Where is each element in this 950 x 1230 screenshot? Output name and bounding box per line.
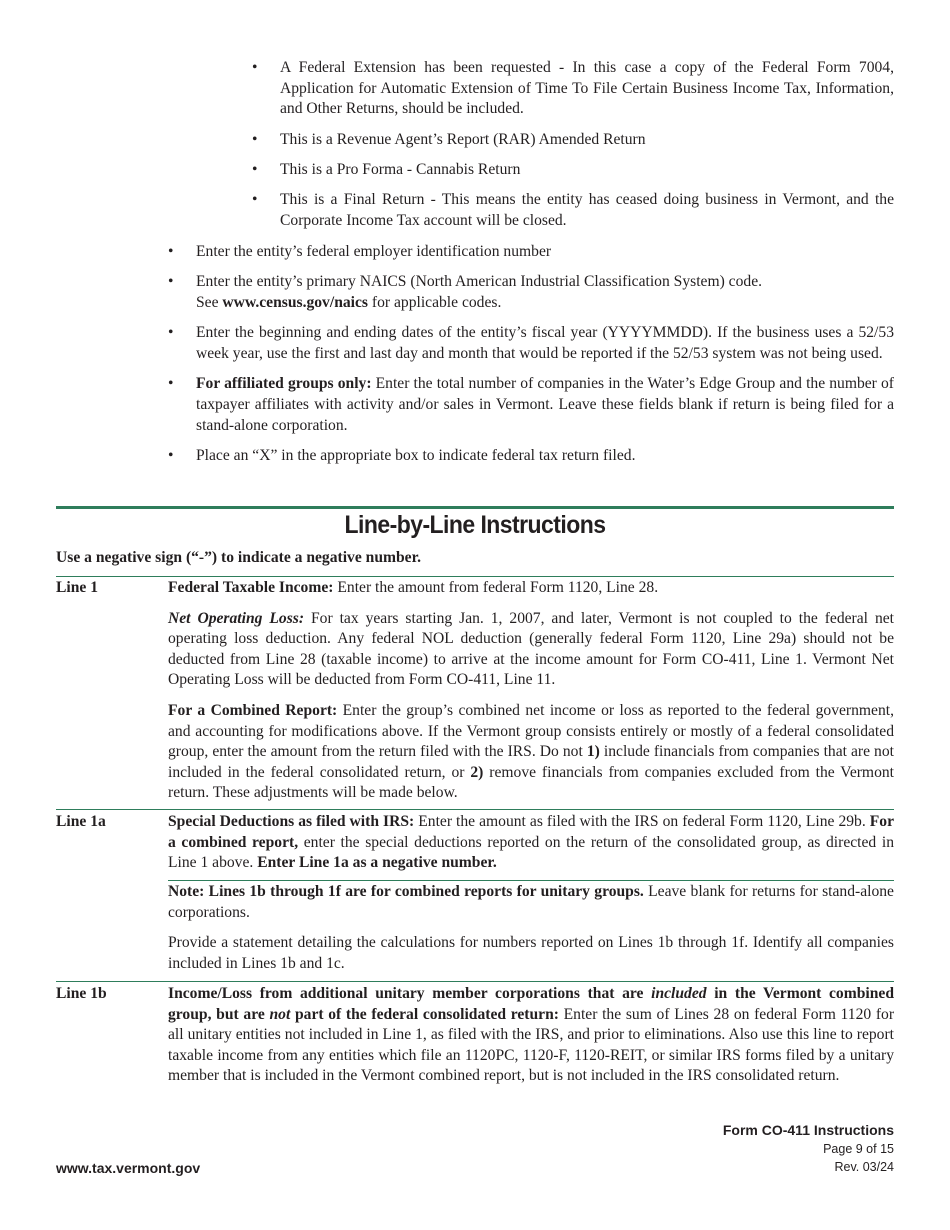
bullet-icon: • bbox=[168, 273, 174, 291]
paragraph: Note: Lines 1b through 1f are for combined reports for unitary groups. Leave blank for returns for stand-alone corporations. bbox=[168, 883, 894, 921]
line-label-1: Line 1 bbox=[56, 579, 99, 596]
list-item: • Place an “X” in the appropriate box to indicate federal tax return filed. bbox=[168, 446, 894, 467]
entity-info-bullet-list bbox=[168, 242, 894, 476]
list-item: • This is a Final Return - This means the entity has ceased doing business in Vermont, and the Corporate Income Tax account will be closed. bbox=[252, 191, 894, 229]
bullet-icon: • bbox=[252, 130, 258, 148]
paragraph: Income/Loss from additional unitary member corporations that are included in the Vermont combined group, but are not part of the federal consolidated return: Enter the sum of Lines 28 on federal Form 1120 for all unitary entities not included in Line 1, as filed with the IRS, and prior to eliminations. Also use this line to report taxable income from any entities which file an 1120PC, 1120-F, 1120-REIT, or similar IRS forms filed by a unitary member that is included in the Vermont combined report, but is not included in the IRS consolidated return. bbox=[168, 985, 895, 1085]
line-1-instructions bbox=[168, 578, 894, 814]
row-divider bbox=[168, 880, 894, 881]
bullet-icon: • bbox=[168, 243, 174, 260]
row-divider bbox=[56, 981, 894, 982]
line-label-1b: Line 1b bbox=[56, 985, 107, 1002]
line-1a-instructions bbox=[168, 812, 894, 884]
bullet-icon: • bbox=[168, 375, 174, 393]
paragraph: Net Operating Loss: For tax years starting Jan. 1, 2007, and later, Vermont is not coupled to the federal net operating loss deduction. Any federal NOL deduction (generally federal Form 1120, Line 29a) should not be deducted from Line 28 (taxable income) to arrive at the income amount for Form CO-411, Line 1. Vermont Net Operating Loss will be deducted from Form CO-411, Line 11. bbox=[168, 609, 894, 689]
return-type-bullet-list bbox=[252, 58, 894, 241]
paragraph: Federal Taxable Income: Enter the amount from federal Form 1120, Line 28. bbox=[168, 579, 659, 596]
section-title: Line-by-Line Instructions bbox=[344, 511, 606, 539]
bullet-icon: • bbox=[252, 160, 258, 178]
line-label-1a: Line 1a bbox=[56, 813, 106, 830]
list-item: • Enter the entity’s federal employer identification number bbox=[168, 242, 894, 263]
row-divider bbox=[56, 809, 894, 810]
bullet-icon: • bbox=[168, 446, 174, 464]
lines-1b-1f-note bbox=[168, 882, 894, 984]
list-item: • This is a Pro Forma - Cannabis Return bbox=[252, 160, 894, 181]
footer-revision: Rev. 03/24 bbox=[834, 1160, 894, 1174]
paragraph: Special Deductions as filed with IRS: Enter the amount as filed with the IRS on federal Form 1120, Line 29b. For a combined report, enter the special deductions reported on the return of the consolidated group, as directed in Line 1 above. Enter Line 1a as a negative number. bbox=[168, 813, 895, 872]
list-item: • Enter the entity’s primary NAICS (North American Industrial Classification System) code. See www.census.gov/naics for applicable codes. bbox=[168, 273, 763, 311]
list-item: • A Federal Extension has been requested - In this case a copy of the Federal Form 7004, Application for Automatic Extension of Time To File Certain Business Income Tax, Information, and Other Returns, should be included. bbox=[252, 59, 894, 118]
paragraph: For a Combined Report: Enter the group’s combined net income or loss as reported to the federal government, and accounting for modifications above. If the Vermont group consists entirely or mostly of a federal consolidated group, enter the amount from the return filed with the IRS. Do not 1) include financials from companies that are not included in the federal consolidated return, or 2) remove financials from companies excluded from the Vermont return. These adjustments will be made below. bbox=[168, 701, 894, 802]
bullet-icon: • bbox=[252, 191, 258, 209]
footer-page-number: Page 9 of 15 bbox=[823, 1142, 894, 1156]
line-1b-instructions bbox=[168, 984, 894, 1097]
bullet-icon: • bbox=[168, 324, 174, 342]
list-item: • This is a Revenue Agent’s Report (RAR) Amended Return bbox=[252, 130, 894, 151]
negative-number-note: Use a negative sign (“-”) to indicate a negative number. bbox=[56, 549, 421, 566]
naics-link[interactable]: www.census.gov/naics bbox=[222, 293, 368, 311]
footer-form-title: Form CO-411 Instructions bbox=[722, 1122, 894, 1138]
list-item: • For affiliated groups only: Enter the total number of companies in the Water’s Edge Group and the number of taxpayer affiliates with activity and/or sales in Vermont. Leave these fields blank if return is being filed for a stand-alone corporation. bbox=[168, 375, 894, 434]
paragraph: Provide a statement detailing the calculations for numbers reported on Lines 1b through 1f. Identify all companies included in Lines 1b and 1c. bbox=[168, 934, 894, 972]
bullet-icon: • bbox=[252, 59, 258, 76]
footer-website-link[interactable]: www.tax.vermont.gov bbox=[56, 1160, 201, 1176]
row-divider bbox=[56, 576, 894, 577]
list-item: • Enter the beginning and ending dates of the entity’s fiscal year (YYYYMMDD). If the business uses a 52/53 week year, use the first and last day and month that would be reported if the 52/53 system was not being used. bbox=[168, 324, 894, 362]
section-divider bbox=[56, 506, 894, 509]
